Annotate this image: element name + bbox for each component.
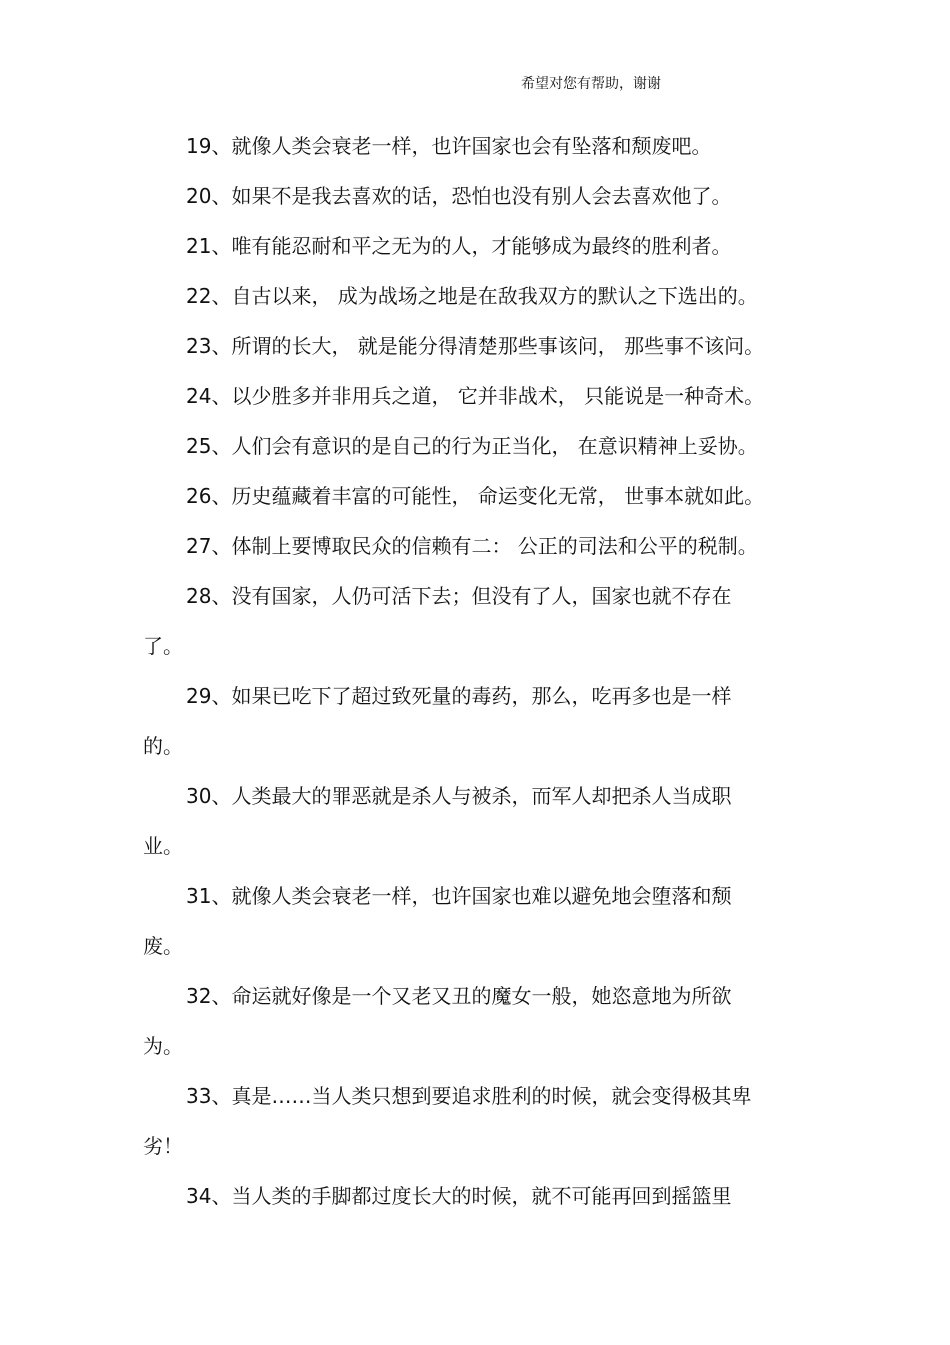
quote-30-continuation: 业。 [143,834,183,858]
quote-26: 26、历史蕴藏着丰富的可能性， 命运变化无常， 世事本就如此。 [186,484,765,508]
quote-28-continuation: 了。 [143,634,183,658]
quote-31: 31、就像人类会衰老一样，也许国家也难以避免地会堕落和颓 [186,884,732,908]
quote-25: 25、人们会有意识的是自己的行为正当化， 在意识精神上妥协。 [186,434,758,458]
quote-19: 19、就像人类会衰老一样，也许国家也会有坠落和颓废吧。 [186,134,712,158]
quote-22: 22、自古以来， 成为战场之地是在敌我双方的默认之下选出的。 [186,284,758,308]
quote-29: 29、如果已吃下了超过致死量的毒药，那么，吃再多也是一样 [186,684,732,708]
quote-23: 23、所谓的长大， 就是能分得清楚那些事该问， 那些事不该问。 [186,334,765,358]
quote-32: 32、命运就好像是一个又老又丑的魔女一般，她恣意地为所欲 [186,984,732,1008]
quote-33-continuation: 劣！ [143,1134,183,1158]
quote-24: 24、以少胜多并非用兵之道， 它并非战术， 只能说是一种奇术。 [186,384,765,408]
page-header-note: 希望对您有帮助，谢谢 [521,76,661,92]
quote-32-continuation: 为。 [143,1034,183,1058]
quote-34: 34、当人类的手脚都过度长大的时候，就不可能再回到摇篮里 [186,1184,732,1208]
quote-28: 28、没有国家，人仍可活下去；但没有了人，国家也就不存在 [186,584,732,608]
quote-29-continuation: 的。 [143,734,183,758]
quote-21: 21、唯有能忍耐和平之无为的人，才能够成为最终的胜利者。 [186,234,732,258]
quote-31-continuation: 废。 [143,934,183,958]
quote-20: 20、如果不是我去喜欢的话，恐怕也没有别人会去喜欢他了。 [186,184,732,208]
quote-27: 27、体制上要博取民众的信赖有二： 公正的司法和公平的税制。 [186,534,758,558]
quote-33: 33、真是……当人类只想到要追求胜利的时候，就会变得极其卑 [186,1084,752,1108]
quote-30: 30、人类最大的罪恶就是杀人与被杀，而军人却把杀人当成职 [186,784,732,808]
